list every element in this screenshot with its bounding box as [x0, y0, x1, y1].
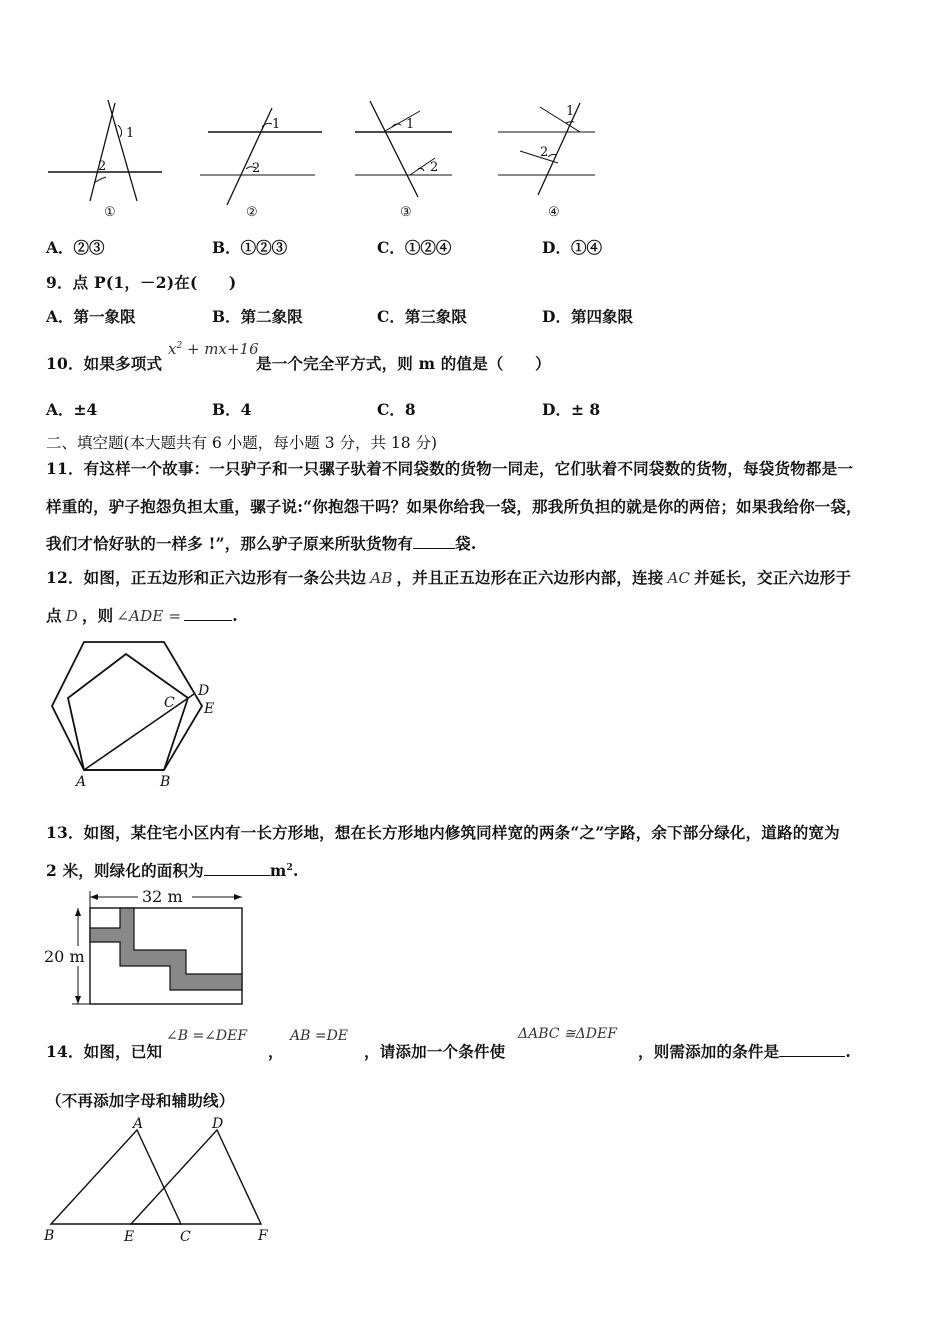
q9-option-c-letter: C．	[377, 307, 405, 326]
q13-unit: m	[269, 861, 287, 880]
q8-fig2-label-2: 2	[252, 161, 261, 176]
q8-figure-4	[498, 103, 595, 220]
q14-cond-2: AB =DE	[290, 1028, 349, 1044]
q10-polynomial	[168, 340, 259, 358]
q10-option-c-letter: C．	[377, 400, 405, 419]
q11-line-3-before: 我们才恰好驮的一样多 !”，那么驴子原来所驮货物有	[46, 534, 414, 553]
q10-math-rest: + mx+16	[182, 340, 259, 358]
q12-math-angle: ∠ADE =	[116, 607, 182, 625]
q14-answer-blank[interactable]	[779, 1042, 845, 1057]
q14-triangle-def	[131, 1130, 261, 1224]
q8-fig3-label-1: 1	[406, 117, 415, 132]
q10-math-exp: 2	[176, 341, 183, 351]
q14-label-e: E	[124, 1229, 135, 1245]
q14-sep: ，	[268, 1042, 284, 1061]
q14-suffix: ，则需添加的条件是	[638, 1042, 780, 1061]
q13-line-2-end: .	[292, 861, 299, 880]
q12-line-1	[46, 566, 851, 588]
q8-fig4-label-2: 2	[540, 145, 549, 160]
q12-label-d: D	[198, 683, 210, 699]
q13-line-2	[46, 859, 299, 881]
q8-fig4-caption: ④	[548, 205, 560, 220]
q10-math-x: x	[168, 340, 177, 358]
q14-triangle-abc	[51, 1130, 181, 1224]
q12-line-2-b: ，则	[81, 606, 114, 625]
section2-heading: 二、填空题(本大题共有 6 小题，每小题 3 分，共 18 分)	[46, 434, 438, 452]
q14-label-a: A	[133, 1116, 144, 1132]
q8-figures	[40, 95, 620, 225]
q10-option-b-letter: B．	[212, 400, 241, 419]
q9-option-c-text: 第三象限	[404, 307, 467, 326]
q13-figure	[42, 886, 252, 1010]
q8-fig1-caption: ①	[104, 205, 116, 220]
q14-suffix-line	[638, 1040, 851, 1062]
q11-line-2: 样重的，驴子抱怨负担太重，骡子说:“你抱怨干吗？如果你给我一袋，那我所负担的就是你的两倍；如果我给你一袋，	[46, 497, 862, 516]
q12-math-ac: AC	[667, 569, 691, 587]
q13-line-1: 13．如图，某住宅小区内有一长方形地，想在长方形地内修筑同样宽的两条“之”字路，余下部分绿化，道路的宽为	[46, 823, 840, 842]
q9-option-d-text: 第四象限	[570, 307, 633, 326]
q10-option-a-text: ±4	[73, 400, 98, 419]
q12-math-d: D	[65, 607, 78, 625]
q14-cond-1: ∠B =∠DEF	[166, 1028, 248, 1044]
q9-option-c	[377, 305, 467, 327]
q9-option-d	[542, 305, 633, 327]
q8-option-b	[212, 236, 287, 258]
q13-unit-exp: 2	[286, 862, 293, 873]
q10-option-c	[377, 398, 416, 420]
q8-option-d	[542, 236, 602, 258]
q14-prefix: 14．如图，已知	[46, 1042, 163, 1061]
q12-math-ab: AB	[370, 569, 393, 587]
q12-answer-blank[interactable]	[184, 606, 232, 621]
q8-fig2-caption: ②	[246, 205, 258, 220]
q12-label-e: E	[204, 701, 215, 717]
q8-option-b-text: ①②③	[240, 238, 288, 257]
q10-option-d-letter: D．	[542, 400, 571, 419]
q10-option-a	[46, 398, 97, 420]
q9-option-a-letter: A．	[46, 307, 74, 326]
q12-pentagon	[68, 654, 188, 770]
q8-figure-2	[200, 108, 322, 220]
q8-option-b-letter: B．	[212, 238, 241, 257]
q13-line-2-before: 2 米，则绿化的面积为	[46, 861, 204, 880]
q8-figure-3	[355, 101, 452, 220]
q13-width-label: 32 m	[142, 887, 183, 906]
q9-option-b	[212, 305, 303, 327]
q10-option-b	[212, 398, 251, 420]
q8-option-c-text: ①②④	[404, 238, 452, 257]
q12-line-2-a: 点	[46, 606, 62, 625]
q9-stem: 9．点 P(1，－2)在( )	[46, 273, 237, 292]
q12-line-2-end: .	[232, 606, 238, 625]
q13-road	[90, 908, 242, 990]
q8-option-a	[46, 236, 105, 258]
q10-stem-after: 是一个完全平方式，则 m 的值是（ ）	[256, 354, 551, 373]
q11-line-3	[46, 532, 476, 554]
q9-option-d-letter: D．	[542, 307, 571, 326]
q11-line-3-after: 袋.	[455, 534, 477, 553]
q8-fig2-label-1: 1	[272, 117, 281, 132]
q9-option-b-letter: B．	[212, 307, 241, 326]
q14-note: （不再添加字母和辅助线）	[46, 1091, 235, 1110]
q9-option-b-text: 第二象限	[240, 307, 303, 326]
q14-mid: ，请添加一个条件使	[364, 1042, 506, 1061]
q14-label-d: D	[212, 1116, 224, 1132]
q14-end: .	[845, 1042, 851, 1061]
q8-fig3-caption: ③	[400, 205, 412, 220]
q12-line-1-c: 并延长，交正六边形于	[694, 568, 852, 587]
q11-answer-blank[interactable]	[413, 534, 455, 549]
q8-fig1-label-1: 1	[126, 126, 135, 141]
q8-option-d-letter: D．	[542, 238, 571, 257]
q8-figure-1	[48, 100, 162, 220]
q8-option-c-letter: C．	[377, 238, 405, 257]
q14-label-c: C	[180, 1229, 191, 1245]
q8-option-a-text: ②③	[73, 238, 105, 257]
q12-label-a: A	[76, 774, 87, 790]
q14-figure	[40, 1114, 280, 1249]
q14-label-b: B	[44, 1228, 55, 1244]
q12-label-b: B	[160, 774, 171, 790]
q8-option-a-letter: A．	[46, 238, 74, 257]
q12-figure	[44, 636, 224, 796]
q12-line-1-b: ，并且正五边形在正六边形内部，连接	[396, 568, 664, 587]
q8-option-d-text: ①④	[570, 238, 602, 257]
q10-option-a-letter: A．	[46, 400, 74, 419]
q11-line-1: 11．有这样一个故事：一只驴子和一只骡子驮着不同袋数的货物一同走，它们驮着不同袋数的货物，每袋货物都是一	[46, 459, 853, 478]
q9-option-a-text: 第一象限	[73, 307, 136, 326]
q10-option-d-text: ± 8	[570, 400, 601, 419]
q12-label-c: C	[164, 695, 175, 711]
q14-label-f: F	[258, 1228, 268, 1244]
q13-height-label: 20 m	[44, 947, 85, 966]
q12-line-2	[46, 604, 238, 626]
q10-option-b-text: 4	[240, 400, 252, 419]
q8-option-c	[377, 236, 451, 258]
q10-option-d	[542, 398, 600, 420]
q13-answer-blank[interactable]	[204, 861, 270, 876]
q12-hexagon	[52, 642, 202, 770]
q10-option-c-text: 8	[404, 400, 416, 419]
q8-fig1-label-2: 2	[98, 159, 107, 174]
q14-goal: ΔABC ≅ΔDEF	[518, 1026, 617, 1042]
q10-stem-before: 10．如果多项式	[46, 354, 163, 373]
q8-fig4-label-1: 1	[566, 104, 575, 119]
q12-line-1-a: 12．如图，正五边形和正六边形有一条公共边	[46, 568, 367, 587]
q9-option-a	[46, 305, 136, 327]
q8-fig3-label-2: 2	[430, 160, 439, 175]
